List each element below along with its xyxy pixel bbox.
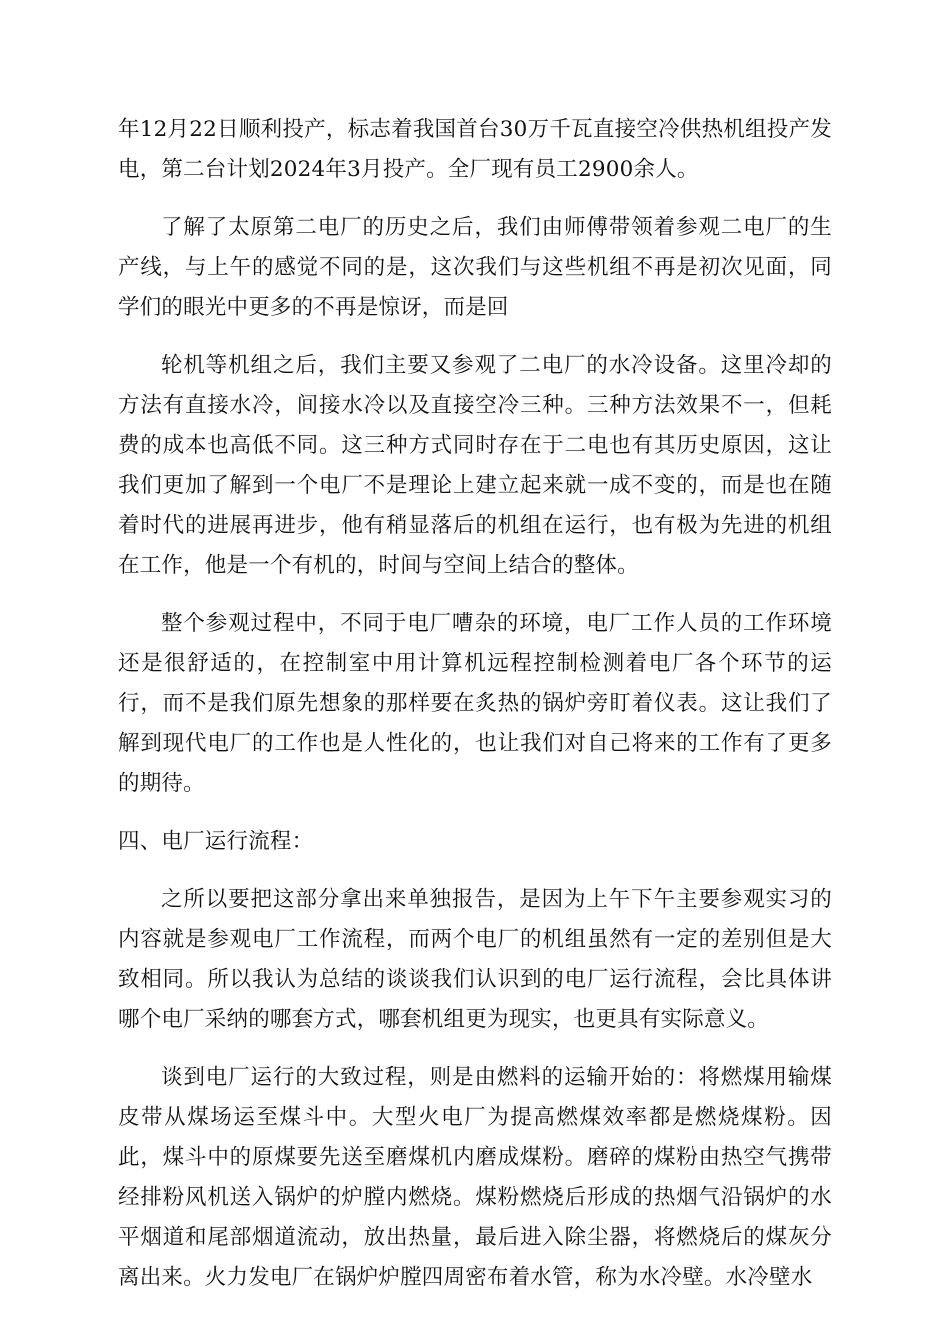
paragraph-3: 轮机等机组之后，我们主要又参观了二电厂的水冷设备。这里冷却的方法有直接水冷，间接水冷以及直接空冷三种。三种方法效果不一，但耗费的成本也高低不同。这三种方式同时存在于二电也有其历史原因，这让我们更加了解到一个电厂不是理论上建立起来就一成不变的，而是也在随着时代的进展再进步，他有稍显落后的机组在运行，也有极为先进的机组在工作，他是一个有机的，时间与空间上结合的整体。 xyxy=(118,353,832,578)
section-heading: 四、电厂运行流程： xyxy=(118,829,314,854)
paragraph-4: 整个参观过程中，不同于电厂嘈杂的环境，电厂工作人员的工作环境还是很舒适的，在控制室中用计算机远程控制检测着电厂各个环节的运行，而不是我们原先想象的那样要在炙热的锅炉旁盯着仪表。这让我们了解到现代电厂的工作也是人性化的，也让我们对自己将来的工作有了更多的期待。 xyxy=(118,611,832,796)
paragraph-6: 谈到电厂运行的大致过程，则是由燃料的运输开始的：将燃煤用输煤皮带从煤场运至煤斗中。大型火电厂为提高燃煤效率都是燃烧煤粉。因此，煤斗中的原煤要先送至磨煤机内磨成煤粉。磨碎的煤粉由热空气携带经排粉风机送入锅炉的炉膛内燃烧。煤粉燃烧后形成的热烟气沿锅炉的水平烟道和尾部烟道流动，放出热量，最后进入除尘器，将燃烧后的煤灰分离出来。火力发电厂在锅炉炉膛四周密布着水管，称为水冷壁。水冷壁水 xyxy=(118,1065,832,1290)
document-body xyxy=(118,110,832,1316)
paragraph-1: 年12月22日顺利投产，标志着我国首台30万千瓦直接空冷供热机组投产发电，第二台计划2024年3月投产。全厂现有员工2900余人。 xyxy=(118,117,832,182)
paragraph-5: 之所以要把这部分拿出来单独报告，是因为上午下午主要参观实习的内容就是参观电厂工作流程，而两个电厂的机组虽然有一定的差别但是大致相同。所以我认为总结的谈谈我们认识到的电厂运行流程，会比具体讲哪个电厂采纳的哪套方式，哪套机组更为现实，也更具有实际意义。 xyxy=(118,887,832,1032)
paragraph-2: 了解了太原第二电厂的历史之后，我们由师傅带领着参观二电厂的生产线，与上午的感觉不同的是，这次我们与这些机组不再是初次见面，同学们的眼光中更多的不再是惊讶，而是回 xyxy=(118,215,832,320)
